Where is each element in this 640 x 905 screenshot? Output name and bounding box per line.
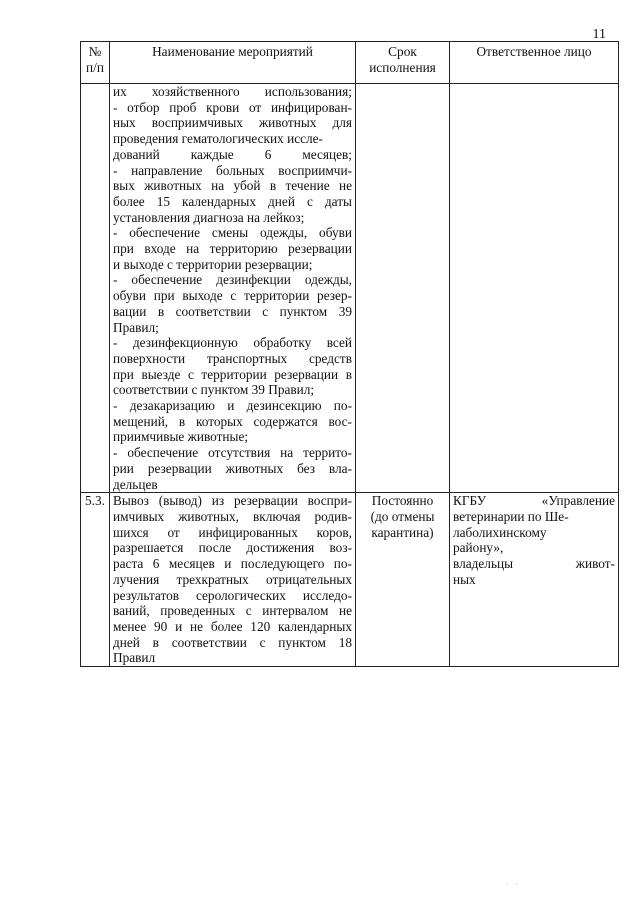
scan-mark: · · — [506, 882, 521, 888]
responsible-cell — [450, 84, 619, 493]
header-term-line: исполнения — [369, 59, 436, 75]
text-line: разрешается после достижения воз- — [113, 540, 352, 556]
text-line: Вывоз (вывод) из резервации воспри- — [113, 493, 352, 509]
text-line: установления диагноза на лейкоз; — [113, 209, 305, 225]
table-row-5-3 — [81, 493, 619, 667]
text-line: и выходе с территории резервации; — [113, 256, 313, 272]
text-line: - обеспечение дезинфекции одежды, — [113, 272, 352, 288]
term-cell — [356, 493, 450, 667]
text-line: - обеспечение смены одежды, обуви — [113, 225, 352, 241]
term-cell — [356, 84, 450, 493]
text-line: (до отмены — [370, 508, 435, 524]
text-line: - дезинфекционную обработку всей — [113, 335, 352, 351]
header-term — [356, 42, 450, 84]
text-line: - отбор проб крови от инфицирован- — [113, 99, 352, 115]
header-name — [110, 42, 356, 84]
text-line: шихся от инфицированных коров, — [113, 524, 352, 540]
text-line: их хозяйственного использования; — [113, 84, 352, 99]
text-line: ваний, проведенных с интервалом не — [113, 603, 352, 619]
table-row-continuation — [81, 84, 619, 493]
text-line: при входе на территорию резервации — [113, 241, 352, 257]
text-line: карантина) — [371, 524, 434, 540]
text-line: рии резервации животных без вла- — [113, 460, 352, 476]
text-line: - дезакаризацию и дезинсекцию по- — [113, 398, 352, 414]
text-line: лаболихинскому — [453, 524, 547, 540]
header-term-line: Срок — [388, 44, 417, 59]
text-line: - обеспечение отсутствия на террито- — [113, 445, 352, 461]
text-line: мещений, в которых содержатся вос- — [113, 413, 352, 429]
header-responsible-line: Ответственное лицо — [476, 44, 592, 59]
text-line: соответствии с пунктом 39 Правил; — [113, 382, 315, 398]
text-line: более 15 календарных дней с даты — [113, 193, 352, 209]
text-line: менее 90 и не более 120 календарных — [113, 618, 352, 634]
text-line: дельцев — [113, 476, 158, 492]
header-number-line: № — [88, 44, 102, 59]
header-name-line: Наименование мероприятий — [152, 44, 313, 59]
text-line: проведения гематологических иссле- — [113, 131, 323, 147]
header-number — [81, 42, 110, 84]
text-line: обуви при выходе с территории резер- — [113, 288, 352, 304]
row-number-cell — [81, 84, 110, 493]
text-line: району», — [453, 540, 504, 556]
measure-text-cell — [110, 84, 356, 493]
measure-text-cell — [110, 493, 356, 667]
table-header-row — [81, 42, 619, 84]
header-number-line: п/п — [86, 59, 104, 75]
header-responsible — [450, 42, 619, 84]
text-line: приимчивые животные; — [113, 429, 249, 445]
text-line: дований каждые 6 месяцев; — [113, 146, 352, 162]
text-line: Постоянно — [371, 493, 434, 509]
measures-table — [80, 41, 619, 667]
text-line: результатов серологических исследо- — [113, 587, 352, 603]
text-line: - направление больных восприимчи- — [113, 162, 352, 178]
page-number: 11 — [592, 27, 606, 42]
text-line: ных восприимчивых животных для — [113, 115, 352, 131]
text-line: ветеринарии по Ше- — [453, 508, 569, 524]
text-line: ных — [453, 571, 476, 587]
text-line: вых животных на убой в течение не — [113, 178, 352, 194]
text-line: лучения трехкратных отрицательных — [113, 571, 352, 587]
text-line: вации в соответствии с пунктом 39 — [113, 303, 352, 319]
text-line: раста 6 месяцев и последующего по- — [113, 556, 352, 572]
text-line: КГБУ «Управление — [453, 493, 615, 509]
text-line: Правил; — [113, 319, 159, 335]
text-line: при выезде с территории резервации в — [113, 366, 352, 382]
text-line: дней в соответствии с пунктом 18 — [113, 634, 352, 650]
responsible-cell — [450, 493, 619, 667]
text-line: Правил — [113, 650, 156, 666]
text-line: владельцы живот- — [453, 556, 615, 572]
text-line: имчивых животных, включая родив- — [113, 508, 352, 524]
row-number-cell: 5.3. — [81, 493, 110, 667]
text-line: поверхности транспортных средств — [113, 350, 352, 366]
